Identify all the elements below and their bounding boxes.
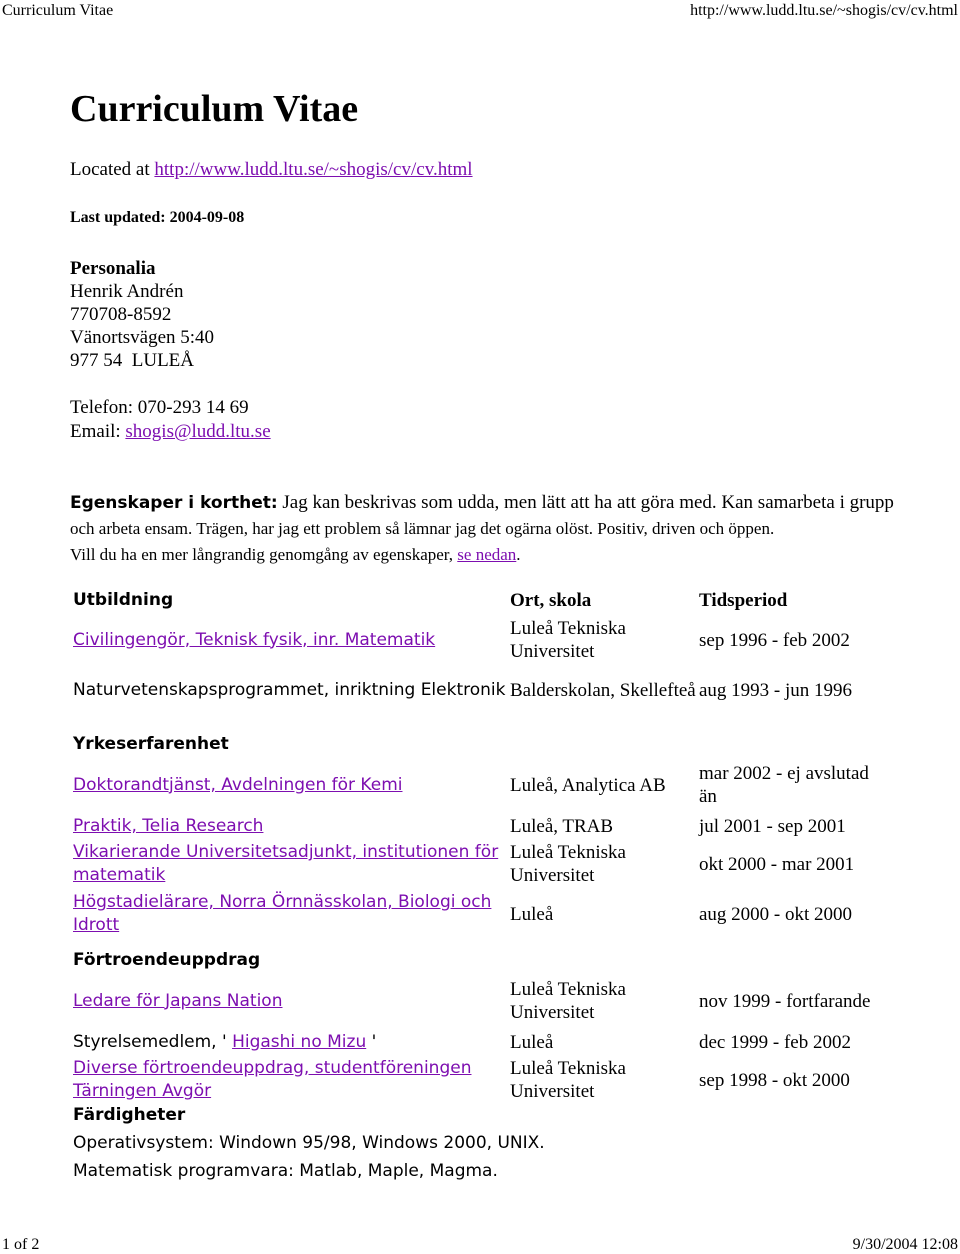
address-city: 977 54 LULEÅ (70, 350, 195, 371)
summary-label: Egenskaper i korthet: (70, 493, 278, 513)
trust-title[interactable] (73, 974, 507, 1028)
print-footer-datetime: 9/30/2004 12:08 (852, 1236, 958, 1253)
skills-heading: Färdigheter (73, 1105, 186, 1125)
work-link[interactable]: Doktorandtjänst, Avdelningen för Kemi (73, 774, 403, 795)
education-heading: Utbildning (73, 589, 174, 610)
trust-period: nov 1999 - fortfarande (699, 990, 871, 1012)
trust-link[interactable]: Higashi no Mizu (232, 1031, 367, 1052)
work-place: Luleå, Analytica AB (510, 774, 666, 796)
education-title: Naturvetenskapsprogrammet, inriktning Elektronik (73, 679, 506, 700)
summary-text-1: Jag kan beskrivas som udda, men lätt att ha att göra med. Kan samarbeta i grupp (277, 492, 894, 513)
table-row (73, 1056, 889, 1104)
work-period: jul 2001 - sep 2001 (699, 815, 846, 837)
trust-period: sep 1998 - okt 2000 (699, 1069, 850, 1091)
table-row (73, 1030, 889, 1054)
work-link[interactable]: Vikarierande Universitetsadjunkt, institutionen för matematik (73, 842, 499, 885)
table-row (73, 616, 889, 664)
print-header-title: Curriculum Vitae (2, 2, 114, 19)
education-title[interactable] (73, 616, 507, 664)
table-row (73, 666, 889, 714)
work-period: aug 2000 - okt 2000 (699, 903, 853, 925)
work-title[interactable] (73, 758, 507, 812)
address-street: Vänortsvägen 5:40 (70, 327, 215, 348)
trust-title[interactable]: Styrelsemedlem, ' Higashi no Mizu ' (73, 1031, 377, 1052)
summary-tail: . (516, 545, 521, 564)
skills-math: Matematisk programvara: Matlab, Maple, Magma. (73, 1161, 498, 1181)
trust-place: Luleå Tekniska Universitet (510, 979, 626, 1023)
work-title[interactable] (73, 814, 507, 838)
education-period: aug 1993 - jun 1996 (699, 679, 853, 701)
work-link[interactable]: Praktik, Telia Research (73, 815, 264, 836)
work-place: Luleå (510, 903, 554, 925)
summary-paragraph (70, 490, 940, 568)
person-name: Henrik Andrén (70, 281, 184, 302)
work-place: Luleå, TRAB (510, 815, 614, 837)
summary-text-3: Vill du ha en mer långrandig genomgång av egenskaper, (70, 545, 458, 564)
personalia-heading: Personalia (70, 258, 156, 279)
table-row (73, 814, 889, 838)
education-place: Luleå Tekniska Universitet (510, 618, 626, 662)
see-below-link[interactable]: se nedan (457, 545, 517, 564)
print-footer-page: 1 of 2 (2, 1236, 40, 1253)
work-link[interactable]: Högstadielärare, Norra Örnnässkolan, Biologi och Idrott (73, 892, 492, 935)
trust-link[interactable]: Diverse förtroendeuppdrag, studentföreningen Tärningen Avgör (73, 1058, 472, 1101)
work-heading: Yrkeserfarenhet (73, 734, 229, 754)
located-line (70, 158, 473, 181)
trust-period: dec 1999 - feb 2002 (699, 1031, 851, 1053)
work-section-row (73, 716, 889, 756)
last-updated: Last updated: 2004-09-08 (70, 209, 245, 226)
email-label: Email: (70, 421, 126, 442)
education-period: sep 1996 - feb 2002 (699, 629, 850, 651)
page-title: Curriculum Vitae (70, 88, 359, 130)
work-title[interactable] (73, 840, 507, 888)
trust-title[interactable] (73, 1056, 507, 1104)
summary-text-2: och arbeta ensam. Trägen, har jag ett problem så lämnar jag det ogärna olöst. Positiv, driven och öppen. (70, 519, 775, 538)
phone: Telefon: 070-293 14 69 (70, 397, 249, 418)
work-period: okt 2000 - mar 2001 (699, 853, 855, 875)
email-link[interactable]: shogis@ludd.ltu.se (125, 421, 271, 442)
cv-table (70, 584, 892, 1106)
work-period: mar 2002 - ej avslutad än (699, 763, 869, 807)
table-row (73, 890, 889, 938)
person-id: 770708-8592 (70, 304, 172, 325)
trust-heading: Förtroendeuppdrag (73, 950, 261, 970)
located-label: Located at (70, 159, 155, 180)
work-place: Luleå Tekniska Universitet (510, 842, 626, 886)
cv-url-link[interactable]: http://www.ludd.ltu.se/~shogis/cv/cv.html (154, 159, 473, 180)
trust-place: Luleå Tekniska Universitet (510, 1058, 626, 1102)
table-row (73, 840, 889, 888)
education-place: Balderskolan, Skellefteå (510, 679, 696, 701)
table-header-row (73, 586, 889, 614)
print-header-url: http://www.ludd.ltu.se/~shogis/cv/cv.html (690, 2, 958, 19)
email-line (70, 420, 271, 443)
place-column-header: Ort, skola (510, 589, 592, 611)
education-link[interactable]: Civilingengör, Teknisk fysik, inr. Matematik (73, 629, 436, 650)
trust-link[interactable]: Ledare för Japans Nation (73, 990, 283, 1011)
table-row (73, 758, 889, 812)
trust-place: Luleå (510, 1031, 554, 1053)
skills-os: Operativsystem: Windown 95/98, Windows 2000, UNIX. (73, 1133, 545, 1153)
trust-section-row (73, 940, 889, 972)
work-title[interactable] (73, 890, 507, 938)
table-row (73, 974, 889, 1028)
period-column-header: Tidsperiod (699, 589, 788, 611)
